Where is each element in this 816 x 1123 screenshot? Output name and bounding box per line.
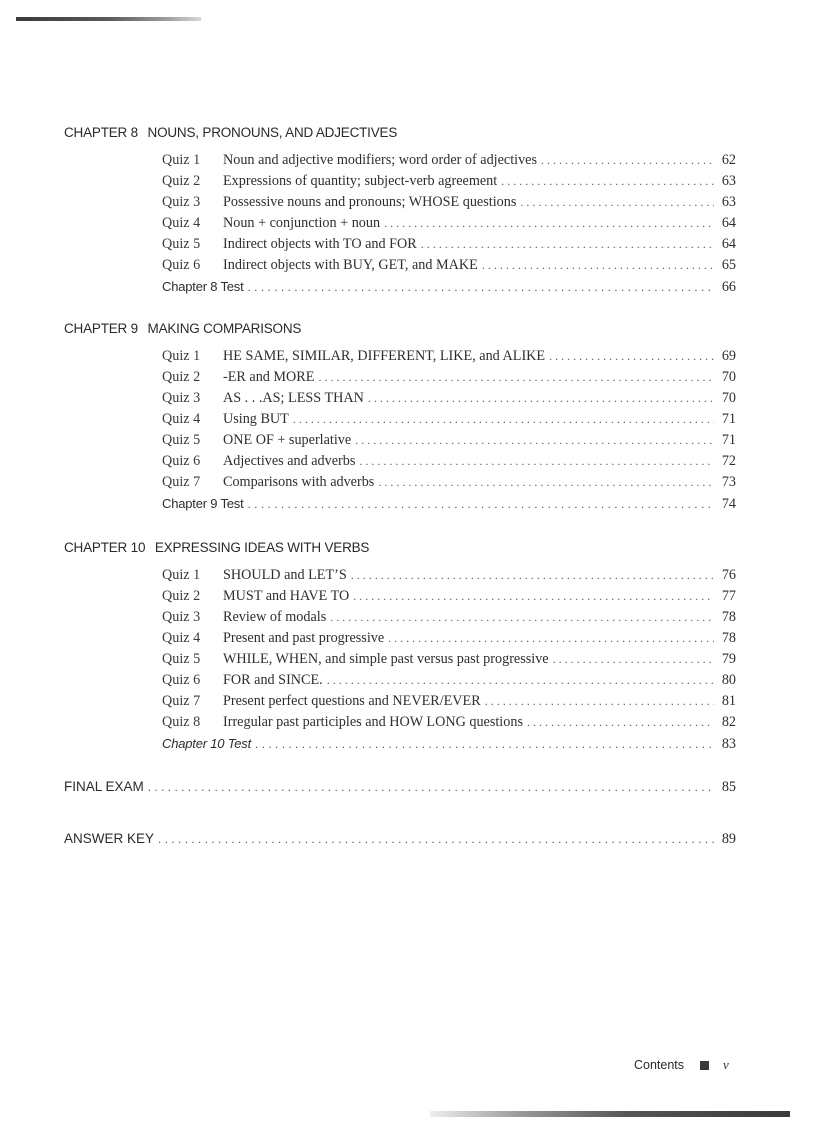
quiz-list [162, 150, 736, 297]
entry-title: Indirect objects with TO and FOR [223, 236, 417, 252]
toc-entry[interactable] [162, 367, 736, 388]
page-number: 81 [721, 693, 736, 709]
dot-leader [248, 277, 714, 298]
quiz-label: Quiz 6 [162, 257, 201, 273]
dot-leader [327, 670, 714, 691]
dot-leader [158, 829, 714, 849]
quiz-label: Quiz 3 [162, 609, 201, 625]
test-title: Chapter 10 Test [162, 736, 252, 751]
quiz-list [162, 346, 736, 514]
page-number: 83 [721, 736, 736, 752]
answer-key-entry[interactable] [64, 829, 736, 849]
dot-leader [501, 171, 714, 192]
page-number: 89 [721, 831, 736, 847]
dot-leader [388, 628, 714, 649]
chapter-heading [64, 123, 736, 143]
chapter-heading [64, 538, 736, 558]
chapter-title: EXPRESSING IDEAS WITH VERBS [154, 540, 370, 555]
page-number: 63 [721, 194, 736, 210]
page-number: 72 [721, 453, 736, 469]
chapter-10-section [64, 538, 736, 754]
dot-leader [293, 409, 714, 430]
quiz-label: Quiz 1 [162, 567, 201, 583]
page-number: 70 [721, 369, 736, 385]
page-number: 73 [721, 474, 736, 490]
entry-title: Noun + conjunction + noun [223, 215, 381, 231]
dot-leader [148, 777, 714, 797]
entry-title: Expressions of quantity; subject-verb agreement [223, 173, 498, 189]
entry-title: SHOULD and LET’S [223, 567, 347, 583]
dot-leader [330, 607, 714, 628]
quiz-label: Quiz 1 [162, 152, 201, 168]
quiz-label: Quiz 5 [162, 651, 201, 667]
toc-entry[interactable] [162, 565, 736, 586]
page-number: 69 [721, 348, 736, 364]
final-exam-title: FINAL EXAM [64, 779, 144, 794]
page-number: 65 [721, 257, 736, 273]
chapter-9-section [64, 319, 736, 514]
footer-page-number: v [723, 1057, 729, 1072]
page-number: 79 [721, 651, 736, 667]
chapter-test-entry[interactable] [162, 276, 736, 297]
entry-title: ONE OF + superlative [223, 432, 352, 448]
page-number: 64 [721, 236, 736, 252]
test-title: Chapter 8 Test [162, 279, 244, 294]
dot-leader [368, 388, 714, 409]
chapter-title: MAKING COMPARISONS [147, 321, 302, 336]
chapter-number: CHAPTER 10 [64, 540, 146, 555]
dot-leader [527, 712, 714, 733]
chapter-heading [64, 319, 736, 339]
quiz-label: Quiz 2 [162, 588, 201, 604]
chapter-title: NOUNS, PRONOUNS, AND ADJECTIVES [147, 125, 398, 140]
entry-title: -ER and MORE [223, 369, 315, 385]
dot-leader [355, 430, 714, 451]
dot-leader [549, 346, 714, 367]
chapter-test-entry[interactable] [162, 733, 736, 754]
entry-title: Present and past progressive [223, 630, 385, 646]
quiz-label: Quiz 4 [162, 215, 201, 231]
quiz-label: Quiz 8 [162, 714, 201, 730]
page-number: 63 [721, 173, 736, 189]
quiz-label: Quiz 2 [162, 369, 201, 385]
page-number: 78 [721, 609, 736, 625]
dot-leader [248, 494, 714, 515]
entry-title: Present perfect questions and NEVER/EVER [223, 693, 481, 709]
entry-title: Noun and adjective modifiers; word order of adjectives [223, 152, 537, 168]
dot-leader [421, 234, 714, 255]
entry-title: Possessive nouns and pronouns; WHOSE questions [223, 194, 517, 210]
toc-entry[interactable] [162, 192, 736, 213]
quiz-label: Quiz 7 [162, 474, 201, 490]
entry-title: Using BUT [223, 411, 289, 427]
page-number: 64 [721, 215, 736, 231]
page-number: 71 [721, 411, 736, 427]
bottom-decorative-rule [430, 1111, 790, 1117]
page-number: 80 [721, 672, 736, 688]
quiz-label: Quiz 3 [162, 194, 201, 210]
toc-entry[interactable] [162, 409, 736, 430]
chapter-8-section [64, 123, 736, 297]
dot-leader [378, 472, 714, 493]
page-footer [634, 1057, 729, 1073]
dot-leader [353, 586, 714, 607]
toc-entry[interactable] [162, 472, 736, 493]
test-title: Chapter 9 Test [162, 496, 244, 511]
entry-title: Irregular past participles and HOW LONG questions [223, 714, 523, 730]
dot-leader [485, 691, 714, 712]
quiz-label: Quiz 6 [162, 453, 201, 469]
page-number: 78 [721, 630, 736, 646]
quiz-label: Quiz 1 [162, 348, 201, 364]
page-number: 82 [721, 714, 736, 730]
entry-title: Review of modals [223, 609, 327, 625]
dot-leader [359, 451, 714, 472]
dot-leader [541, 150, 714, 171]
chapter-number: CHAPTER 9 [64, 321, 138, 336]
quiz-label: Quiz 5 [162, 236, 201, 252]
dot-leader [482, 255, 714, 276]
top-decorative-rule [16, 17, 201, 21]
chapter-number: CHAPTER 8 [64, 125, 138, 140]
quiz-label: Quiz 4 [162, 630, 201, 646]
quiz-label: Quiz 2 [162, 173, 201, 189]
page-number: 85 [721, 779, 736, 795]
page-number: 70 [721, 390, 736, 406]
page-number: 74 [721, 496, 736, 512]
dot-leader [255, 734, 714, 755]
toc-entry[interactable] [162, 628, 736, 649]
toc-entry[interactable] [162, 712, 736, 733]
toc-entry[interactable] [162, 691, 736, 712]
quiz-label: Quiz 3 [162, 390, 201, 406]
entry-title: MUST and HAVE TO [223, 588, 350, 604]
toc-entry[interactable] [162, 607, 736, 628]
page-number: 71 [721, 432, 736, 448]
page-number: 62 [721, 152, 736, 168]
toc-entry[interactable] [162, 171, 736, 192]
quiz-list [162, 565, 736, 754]
entry-title: Adjectives and adverbs [223, 453, 356, 469]
entry-title: AS . . .AS; LESS THAN [223, 390, 364, 406]
quiz-label: Quiz 4 [162, 411, 201, 427]
dot-leader [318, 367, 714, 388]
toc-entry[interactable] [162, 388, 736, 409]
quiz-label: Quiz 5 [162, 432, 201, 448]
dot-leader [384, 213, 714, 234]
quiz-label: Quiz 7 [162, 693, 201, 709]
dot-leader [553, 649, 714, 670]
square-bullet-icon [700, 1061, 709, 1070]
toc-entry[interactable] [162, 255, 736, 276]
toc-entry[interactable] [162, 586, 736, 607]
entry-title: Comparisons with adverbs [223, 474, 375, 490]
toc-entry[interactable] [162, 451, 736, 472]
toc-entry[interactable] [162, 649, 736, 670]
page-number: 77 [721, 588, 736, 604]
entry-title: WHILE, WHEN, and simple past versus past progressive [223, 651, 549, 667]
dot-leader [351, 565, 714, 586]
toc-entry[interactable] [162, 346, 736, 367]
toc-entry[interactable] [162, 430, 736, 451]
dot-leader [520, 192, 714, 213]
entry-title: Indirect objects with BUY, GET, and MAKE [223, 257, 478, 273]
entry-title: HE SAME, SIMILAR, DIFFERENT, LIKE, and ALIKE [223, 348, 546, 364]
page-number: 76 [721, 567, 736, 583]
page-number: 66 [721, 279, 736, 295]
answer-key-title: ANSWER KEY [64, 831, 155, 846]
chapter-test-entry[interactable] [162, 493, 736, 514]
toc-entry[interactable] [162, 213, 736, 234]
toc-entry[interactable] [162, 234, 736, 255]
final-exam-entry[interactable] [64, 777, 736, 797]
quiz-label: Quiz 6 [162, 672, 201, 688]
footer-section-label: Contents [634, 1058, 685, 1072]
toc-entry[interactable] [162, 670, 736, 691]
toc-entry[interactable] [162, 150, 736, 171]
entry-title: FOR and SINCE. [223, 672, 323, 688]
